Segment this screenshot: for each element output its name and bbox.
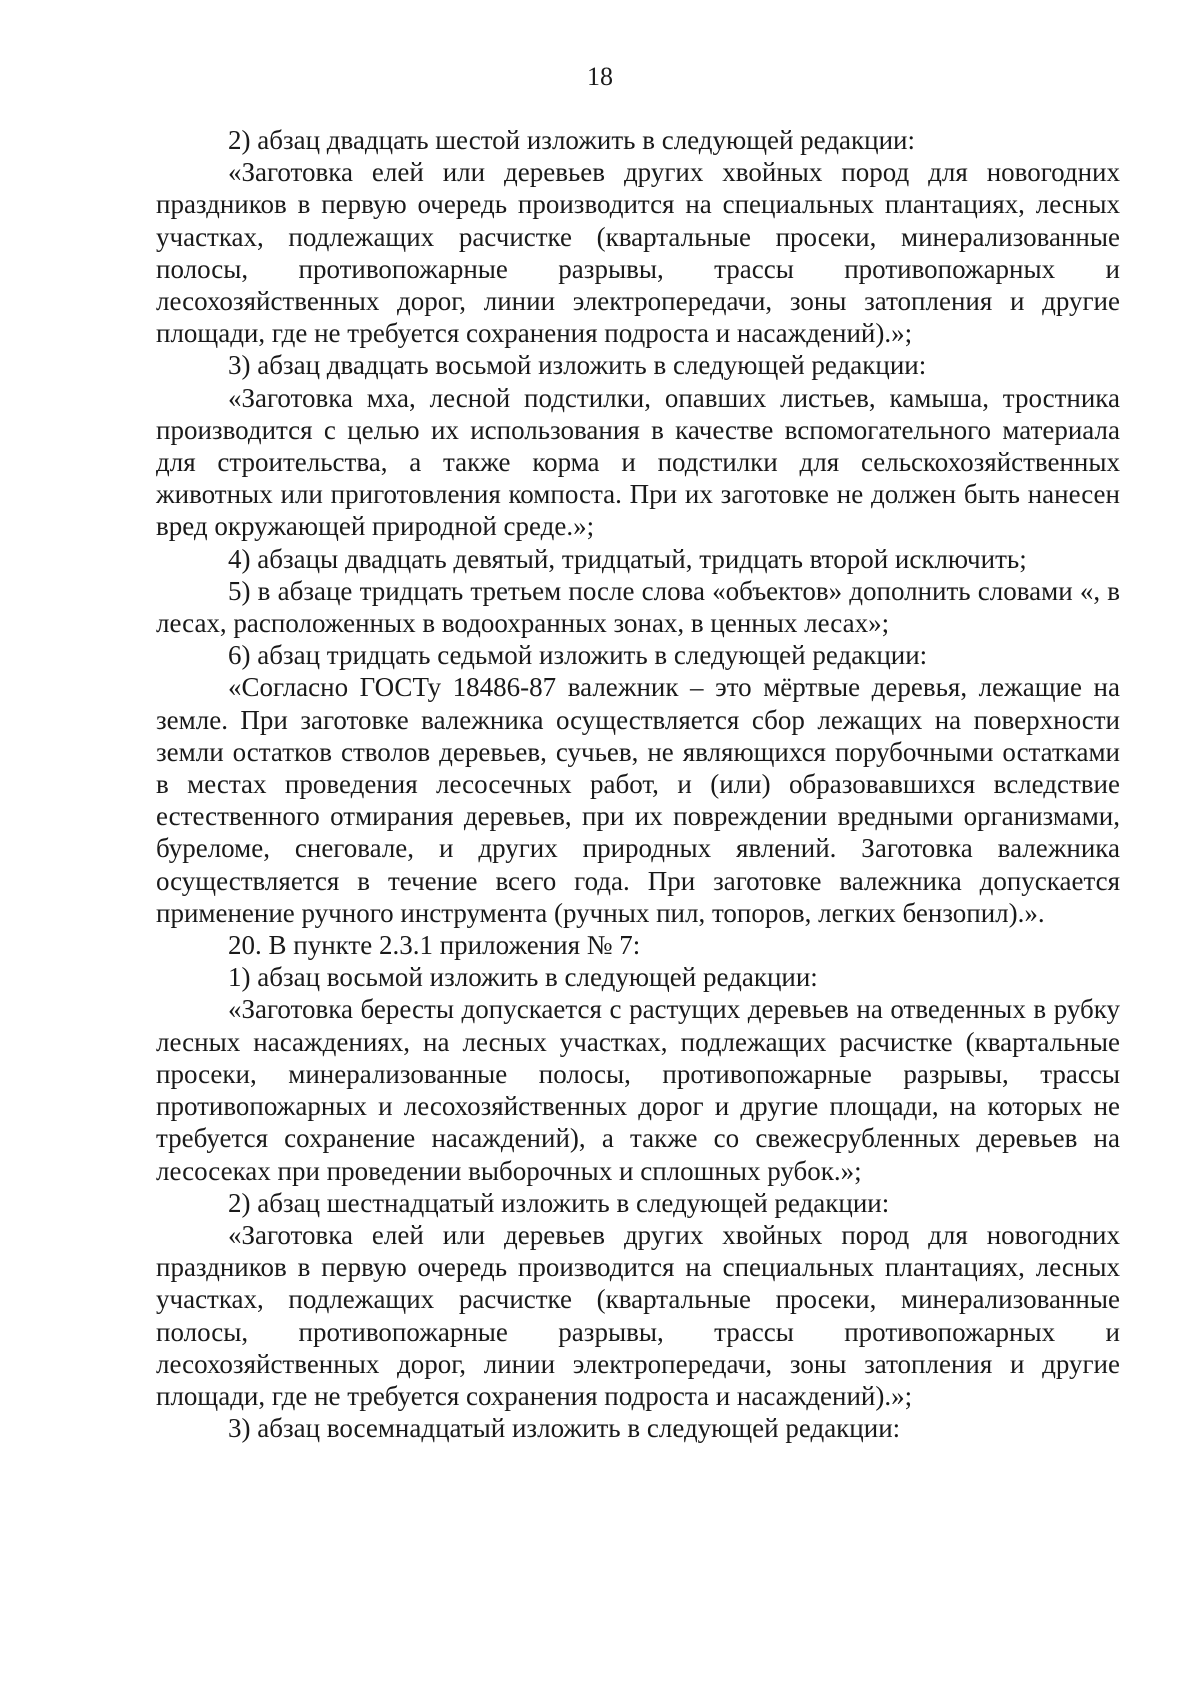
paragraph: 5) в абзаце тридцать третьем после слова «объектов» дополнить словами «, в лесах, расположенных в водоохранных зонах, в ценных лесах»;: [156, 575, 1120, 639]
paragraph: 3) абзац восемнадцатый изложить в следующей редакции:: [228, 1413, 901, 1444]
paragraph: 20. В пункте 2.3.1 приложения № 7:: [228, 930, 641, 961]
document-body: [156, 124, 1120, 1444]
paragraph: 3) абзац двадцать восьмой изложить в следующей редакции:: [228, 350, 927, 381]
page-number: 18: [587, 62, 613, 91]
paragraph: 2) абзац двадцать шестой изложить в следующей редакции:: [228, 125, 915, 155]
paragraph: 4) абзацы двадцать девятый, тридцатый, тридцать второй исключить;: [228, 543, 1027, 574]
paragraph: 2) абзац шестнадцатый изложить в следующей редакции:: [228, 1187, 890, 1218]
paragraph: «Согласно ГОСТу 18486-87 валежник – это мёртвые деревья, лежащие на земле. При заготовке валежника осуществляется сбор лежащих на поверхности земли остатков стволов деревьев, сучьев, не являющихся порубочными остатками в местах проведения лесосечных работ, и (или) образовавшихся вследствие естественного отмирания деревьев, при их повреждении вредными организмами, буреломе, снеговале, и других природных явлений. Заготовка валежника осуществляется в течение всего года. При заготовке валежника допускается применение ручного инструмента (ручных пил, топоров, легких бензопил).».: [156, 672, 1120, 928]
paragraph: 6) абзац тридцать седьмой изложить в следующей редакции:: [228, 640, 928, 671]
paragraph: «Заготовка елей или деревьев других хвойных пород для новогодних праздников в первую очередь производится на специальных плантациях, лесных участках, подлежащих расчистке (квартальные просеки, минерализованные полосы, противопожарные разрывы, трассы противопожарных и лесохозяйственных дорог, линии электропередачи, зоны затопления и другие площади, где не требуется сохранения подроста и насаждений).»;: [156, 157, 1120, 349]
paragraph: «Заготовка мха, лесной подстилки, опавших листьев, камыша, тростника производится с целью их использования в качестве вспомогательного материала для строительства, а также корма и подстилки для сельскохозяйственных животных или приготовления компоста. При их заготовке не должен быть нанесен вред окружающей природной среде.»;: [156, 382, 1120, 542]
paragraph: 1) абзац восьмой изложить в следующей редакции:: [228, 962, 818, 993]
paragraph: «Заготовка бересты допускается с растущих деревьев на отведенных в рубку лесных насаждениях, на лесных участках, подлежащих расчистке (квартальные просеки, минерализованные полосы, противопожарные разрывы, трассы противопожарных и лесохозяйственных дорог и другие площади, на которых не требуется сохранение насаждений), а также со свежесрубленных деревьев на лесосеках при проведении выборочных и сплошных рубок.»;: [156, 994, 1120, 1186]
paragraph: «Заготовка елей или деревьев других хвойных пород для новогодних праздников в первую очередь производится на специальных плантациях, лесных участках, подлежащих расчистке (квартальные просеки, минерализованные полосы, противопожарные разрывы, трассы противопожарных и лесохозяйственных дорог, линии электропередачи, зоны затопления и другие площади, где не требуется сохранения подроста и насаждений).»;: [156, 1219, 1120, 1411]
